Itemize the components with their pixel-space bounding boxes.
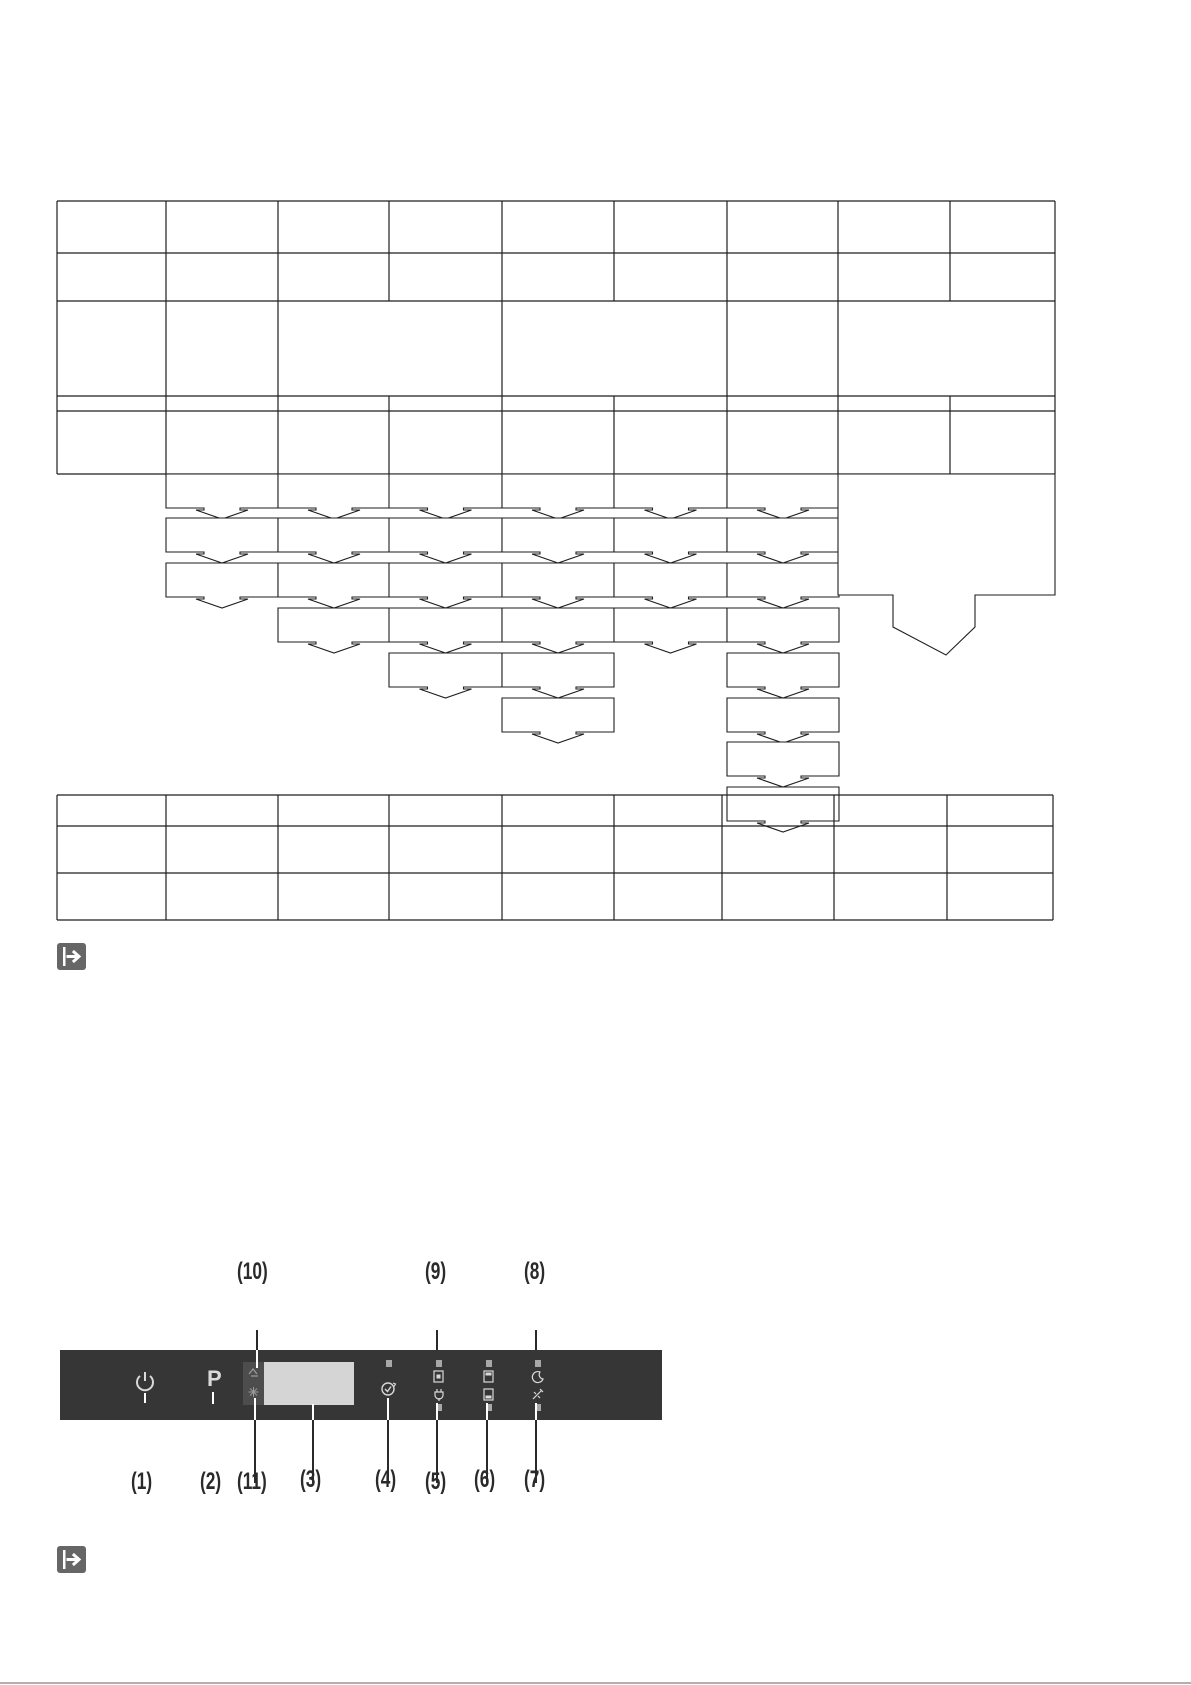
night-mode-led: [535, 1360, 541, 1367]
callout-line: [144, 1393, 146, 1403]
program-step-box: [727, 653, 839, 698]
program-step-box: [389, 608, 502, 653]
program-step-box: [727, 742, 839, 787]
rinse-aid-icon: [247, 1366, 260, 1378]
program-step-box: [727, 518, 839, 563]
program-step-box: [502, 518, 614, 563]
program-step-box: [166, 474, 278, 519]
callout-label-10: (10): [237, 1258, 268, 1285]
program-step-box: [166, 518, 278, 563]
callout-label-5: (5): [425, 1468, 447, 1495]
callout-label-3: (3): [300, 1466, 322, 1493]
program-step-flow: [166, 474, 1055, 832]
program-step-box: [389, 474, 502, 519]
delay-start-icon[interactable]: [380, 1380, 398, 1398]
callout-line: [256, 1330, 258, 1368]
program-step-box: [727, 787, 839, 832]
program-step-box: [502, 698, 614, 743]
callout-label-7: (7): [524, 1466, 546, 1493]
program-step-box: [502, 653, 614, 698]
program-step-box: [389, 563, 502, 608]
upper-basket-icon[interactable]: [483, 1370, 495, 1383]
arrow-right-note-icon: [57, 943, 86, 970]
program-step-box: [502, 474, 614, 519]
callout-label-2: (2): [200, 1468, 222, 1495]
program-step-box: [614, 518, 727, 563]
program-icon[interactable]: P: [207, 1366, 222, 1391]
program-step-box: [502, 608, 614, 653]
program-step-box: [278, 518, 390, 563]
power-plug-icon[interactable]: [433, 1388, 445, 1401]
time-display: [264, 1362, 354, 1405]
callout-label-4: (4): [375, 1466, 397, 1493]
program-step-box: [614, 474, 727, 519]
callout-label-8: (8): [524, 1258, 546, 1285]
half-load-icon[interactable]: [433, 1370, 445, 1383]
upper-basket-led: [486, 1360, 492, 1367]
page-bottom-rule: [0, 1682, 1191, 1684]
callout-line: [212, 1392, 214, 1404]
program-step-box: [727, 563, 839, 608]
half-load-led: [436, 1360, 442, 1367]
night-mode-icon[interactable]: [531, 1370, 545, 1384]
arrow-right-note-icon: [57, 1546, 86, 1573]
callout-label-6: (6): [474, 1466, 496, 1493]
program-step-box: [278, 474, 390, 519]
drying-icon[interactable]: [531, 1388, 545, 1401]
callout-label-9: (9): [425, 1258, 447, 1285]
delay-start-led: [386, 1360, 392, 1367]
program-step-box: [614, 563, 727, 608]
salt-icon: [247, 1386, 260, 1398]
program-step-box: [166, 563, 278, 608]
program-step-box: [502, 563, 614, 608]
program-step-box: [389, 653, 502, 698]
program-step-box: [614, 608, 727, 653]
power-icon[interactable]: [134, 1370, 156, 1394]
program-table-grid: [57, 201, 1055, 474]
program-step-box: [727, 608, 839, 653]
lower-basket-icon[interactable]: [483, 1388, 495, 1401]
program-step-box: [389, 518, 502, 563]
program-step-box: [278, 608, 390, 653]
callout-label-1: (1): [131, 1468, 153, 1495]
callout-line: [436, 1330, 438, 1350]
program-step-box: [727, 474, 839, 519]
callout-line: [535, 1330, 537, 1350]
callout-label-11: (11): [237, 1468, 267, 1495]
program-step-box: [278, 563, 390, 608]
consumption-table-grid: [57, 795, 1053, 920]
combined-step-arrow: [838, 474, 1055, 655]
dishwasher-control-panel: [60, 1350, 662, 1420]
program-step-box: [727, 698, 839, 743]
